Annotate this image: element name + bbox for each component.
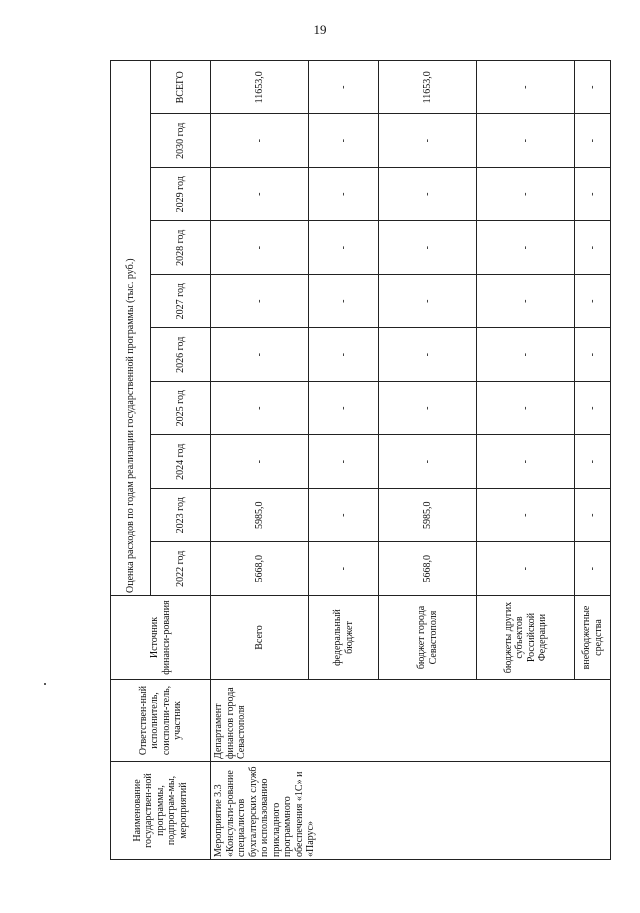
- cell-total: -: [309, 61, 379, 115]
- header-year: 2027 год: [151, 275, 211, 329]
- cell-value: -: [477, 328, 575, 382]
- cell-value: -: [379, 382, 477, 436]
- cell-value: -: [477, 382, 575, 436]
- cell-value: -: [379, 168, 477, 222]
- cell-value: -: [309, 435, 379, 489]
- cell-value: -: [575, 328, 611, 382]
- cell-value: -: [575, 168, 611, 222]
- cell-value: -: [379, 275, 477, 329]
- cell-value: -: [575, 489, 611, 543]
- expenditure-table: [110, 60, 611, 860]
- cell-value: -: [309, 382, 379, 436]
- cell-value: 5985,0: [211, 489, 309, 543]
- cell-value: -: [309, 168, 379, 222]
- cell-value: -: [211, 328, 309, 382]
- cell-value: -: [211, 275, 309, 329]
- header-year: 2023 год: [151, 489, 211, 543]
- cell-value: -: [211, 435, 309, 489]
- header-year: 2028 год: [151, 221, 211, 275]
- header-year: 2024 год: [151, 435, 211, 489]
- cell-value: -: [379, 435, 477, 489]
- cell-value: -: [477, 489, 575, 543]
- cell-value: 5668,0: [379, 542, 477, 596]
- header-executor: Ответствен-ный исполнитель, соисполни-тель, участник: [111, 680, 211, 762]
- stray-mark: [44, 683, 46, 685]
- row-source: федеральный бюджет: [309, 596, 379, 680]
- header-name: Наименование государствен-ной программы, подпрограм-мы, мероприятий: [111, 762, 211, 860]
- header-estimate: Оценка расходов по годам реализации государственной программы (тыс. руб.): [111, 61, 151, 596]
- header-year: 2025 год: [151, 382, 211, 436]
- cell-value: -: [309, 328, 379, 382]
- item-name: Мероприятие 3.3 «Консульти-рование специалистов бухгалтерских служб по использованию прикладного программного обеспечения «1С» и «Парус»: [211, 762, 611, 860]
- cell-total: -: [477, 61, 575, 115]
- row-source: бюджет города Севастополя: [379, 596, 477, 680]
- header-year: 2030 год: [151, 114, 211, 168]
- cell-value: -: [575, 542, 611, 596]
- item-executor: Департамент финансов города Севастополя: [211, 680, 611, 762]
- cell-value: -: [477, 114, 575, 168]
- cell-value: -: [379, 328, 477, 382]
- header-year: 2022 год: [151, 542, 211, 596]
- cell-value: -: [211, 114, 309, 168]
- cell-value: -: [575, 275, 611, 329]
- cell-value: -: [309, 114, 379, 168]
- cell-value: -: [211, 382, 309, 436]
- cell-value: 5985,0: [379, 489, 477, 543]
- header-source: Источник финанси-рования: [111, 596, 211, 680]
- cell-value: -: [379, 114, 477, 168]
- header-year: 2029 год: [151, 168, 211, 222]
- cell-value: -: [309, 221, 379, 275]
- page-number: 19: [313, 22, 327, 37]
- cell-total: -: [575, 61, 611, 115]
- row-source: внебюджетные средства: [575, 596, 611, 680]
- rotated-table-container: [110, 60, 610, 860]
- row-source: бюджеты других субъектов Российской Федерации: [477, 596, 575, 680]
- cell-total: 11653,0: [379, 61, 477, 115]
- cell-value: -: [575, 114, 611, 168]
- cell-value: -: [477, 168, 575, 222]
- cell-value: -: [477, 221, 575, 275]
- cell-value: -: [477, 435, 575, 489]
- cell-value: -: [211, 168, 309, 222]
- cell-value: -: [575, 221, 611, 275]
- cell-value: -: [211, 221, 309, 275]
- cell-value: -: [379, 221, 477, 275]
- row-source: Всего: [211, 596, 309, 680]
- cell-value: -: [309, 275, 379, 329]
- header-total: ВСЕГО: [151, 61, 211, 115]
- cell-value: -: [309, 489, 379, 543]
- cell-value: -: [575, 382, 611, 436]
- cell-total: 11653,0: [211, 61, 309, 115]
- cell-value: -: [575, 435, 611, 489]
- cell-value: 5668,0: [211, 542, 309, 596]
- cell-value: -: [309, 542, 379, 596]
- cell-value: -: [477, 275, 575, 329]
- cell-value: -: [477, 542, 575, 596]
- header-year: 2026 год: [151, 328, 211, 382]
